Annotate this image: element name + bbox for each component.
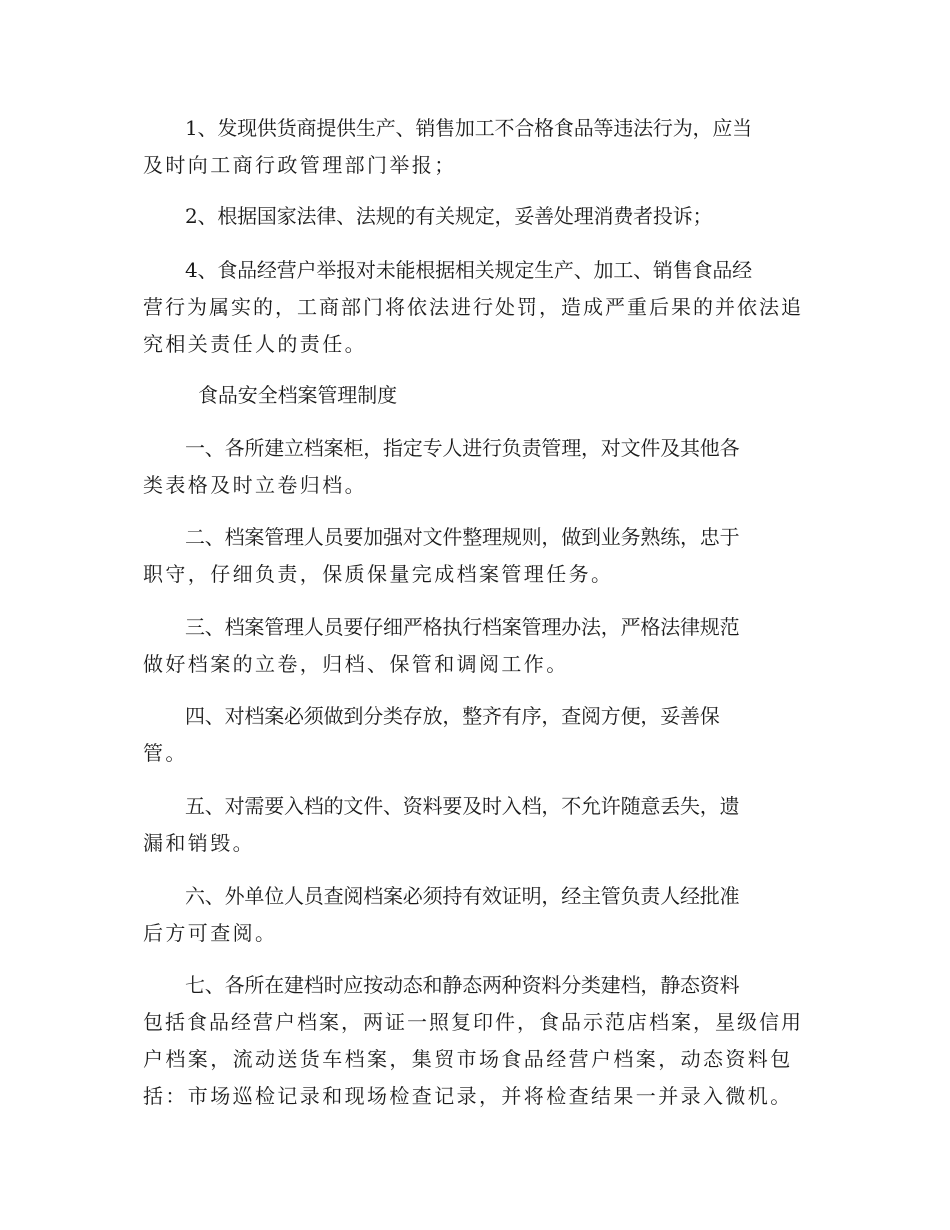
paragraph-3-line-3: 究相关责任人的责任。 [143, 332, 367, 356]
paragraph-11-line-1: 七、各所在建档时应按动态和静态两种资料分类建档，静态资料 [185, 973, 740, 997]
paragraph-6-line-1: 二、档案管理人员要加强对文件整理规则，做到业务熟练，忠于 [185, 525, 740, 549]
paragraph-5-line-2: 类表格及时立卷归档。 [143, 473, 367, 497]
paragraph-3-line-2: 营行为属实的，工商部门将依法进行处罚，造成严重后果的并依法追 [143, 295, 803, 319]
paragraph-9-line-2: 漏和销毁。 [143, 831, 255, 855]
paragraph-11-line-3: 户档案，流动送货车档案，集贸市场食品经营户档案，动态资料包 [143, 1047, 793, 1071]
paragraph-3-line-1: 4、食品经营户举报对未能根据相关规定生产、加工、销售食品经 [185, 258, 752, 282]
paragraph-1-line-2: 及时向工商行政管理部门举报； [143, 153, 457, 177]
paragraph-10-line-1: 六、外单位人员查阅档案必须持有效证明，经主管负责人经批准 [185, 884, 740, 908]
paragraph-5-line-1: 一、各所建立档案柜，指定专人进行负责管理，对文件及其他各 [185, 436, 740, 460]
paragraph-8-line-2: 管。 [143, 741, 188, 765]
paragraph-10-line-2: 后方可查阅。 [143, 921, 278, 945]
paragraph-8-line-1: 四、对档案必须做到分类存放，整齐有序，查阅方便，妥善保 [185, 704, 720, 728]
paragraph-11-line-4: 括：市场巡检记录和现场检查记录，并将检查结果一并录入微机。 [143, 1084, 793, 1108]
paragraph-1-line-1: 1、发现供货商提供生产、销售加工不合格食品等违法行为，应当 [185, 116, 752, 140]
paragraph-7-line-2: 做好档案的立卷，归档、保管和调阅工作。 [143, 652, 569, 676]
paragraph-6-line-2: 职守，仔细负责，保质保量完成档案管理任务。 [143, 562, 614, 586]
paragraph-2-line-1: 2、根据国家法律、法规的有关规定，妥善处理消费者投诉； [185, 204, 713, 228]
paragraph-11-line-2: 包括食品经营户档案，两证一照复印件，食品示范店档案，星级信用 [143, 1010, 803, 1034]
paragraph-7-line-1: 三、档案管理人员要仔细严格执行档案管理办法，严格法律规范 [185, 615, 740, 639]
paragraph-9-line-1: 五、对需要入档的文件、资料要及时入档，不允许随意丢失，遗 [185, 794, 740, 818]
section-heading: 食品安全档案管理制度 [198, 383, 397, 407]
